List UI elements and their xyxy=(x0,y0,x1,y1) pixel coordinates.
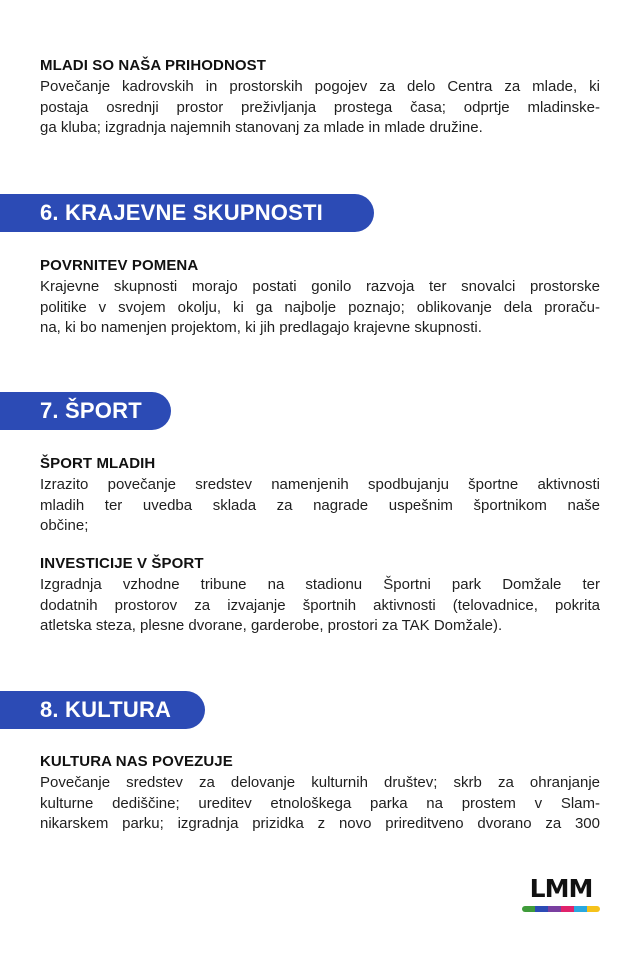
youth-paragraph xyxy=(40,77,600,139)
paragraph-line: nikarskem parku; izgradnja prizidka z novo prireditveno dvorano za 300 xyxy=(40,815,600,832)
section-title-sport: 7. ŠPORT xyxy=(0,392,171,430)
paragraph-line: Izgradnja vzhodne tribune na stadionu Športni park Domžale ter xyxy=(40,576,600,593)
s7-sub2-heading: INVESTICIJE V ŠPORT xyxy=(40,555,204,572)
section-kultura xyxy=(40,752,600,835)
paragraph-line: občine; xyxy=(40,517,89,534)
s7-sub2-paragraph xyxy=(40,575,600,637)
paragraph-line: atletska steza, plesne dvorane, garderobe, prostori za TAK Domžale). xyxy=(40,617,503,634)
logo-color-segment xyxy=(548,906,561,912)
section-krajevne-skupnosti xyxy=(40,256,600,339)
section-title-kultura: 8. KULTURA xyxy=(0,691,205,729)
paragraph-line: dodatnih prostorov za izvajanje športnih aktivnosti (telovadnice, pokrita xyxy=(40,596,600,614)
paragraph-line: Povečanje kadrovskih in prostorskih pogojev za delo Centra za mlade, ki xyxy=(40,78,600,95)
logo-color-segment xyxy=(561,906,574,912)
logo-text: LMM xyxy=(529,874,593,903)
paragraph-line: Povečanje sredstev za delovanje kulturnih društev; skrb za ohranjanje xyxy=(40,774,600,791)
paragraph-line: na, ki bo namenjen projektom, ki jih predlagajo krajevne skupnosti. xyxy=(40,319,482,336)
s8-heading: KULTURA NAS POVEZUJE xyxy=(40,753,233,770)
section-youth xyxy=(40,56,600,139)
paragraph-line: kulturne dediščine; ureditev etnološkega parka na prostem v Slam- xyxy=(40,794,600,812)
paragraph-line: Izrazito povečanje sredstev namenjenih spodbujanju športne aktivnosti xyxy=(40,476,600,493)
paragraph-line: Krajevne skupnosti morajo postati gonilo razvoja ter snovalci prostorske xyxy=(40,278,600,295)
s7-sub1-paragraph xyxy=(40,475,600,537)
logo-color-segment xyxy=(522,906,535,912)
logo-color-segment xyxy=(535,906,548,912)
paragraph-line: politike v svojem okolju, ki ga najbolje poznajo; oblikovanje dela proraču- xyxy=(40,298,600,316)
section-investicije-v-sport xyxy=(40,554,600,637)
lmm-logo xyxy=(522,876,600,914)
section-title-krajevne-skupnosti: 6. KRAJEVNE SKUPNOSTI xyxy=(0,194,374,232)
logo-color-segment xyxy=(587,906,600,912)
paragraph-line: ga kluba; izgradnja najemnih stanovanj za mlade in mlade družine. xyxy=(40,119,483,136)
s6-paragraph xyxy=(40,277,600,339)
s7-sub1-heading: ŠPORT MLADIH xyxy=(40,455,156,472)
logo-color-segment xyxy=(574,906,587,912)
s8-paragraph xyxy=(40,773,600,835)
paragraph-line: mladih ter uvedba sklada za nagrade uspešnim športnikom naše xyxy=(40,496,600,514)
s6-heading: POVRNITEV POMENA xyxy=(40,257,199,274)
section-sport-mladih xyxy=(40,454,600,537)
youth-heading: MLADI SO NAŠA PRIHODNOST xyxy=(40,57,267,74)
logo-color-bar xyxy=(522,906,600,912)
paragraph-line: postaja osrednji prostor preživljanja prostega časa; odprtje mladinske- xyxy=(40,98,600,116)
